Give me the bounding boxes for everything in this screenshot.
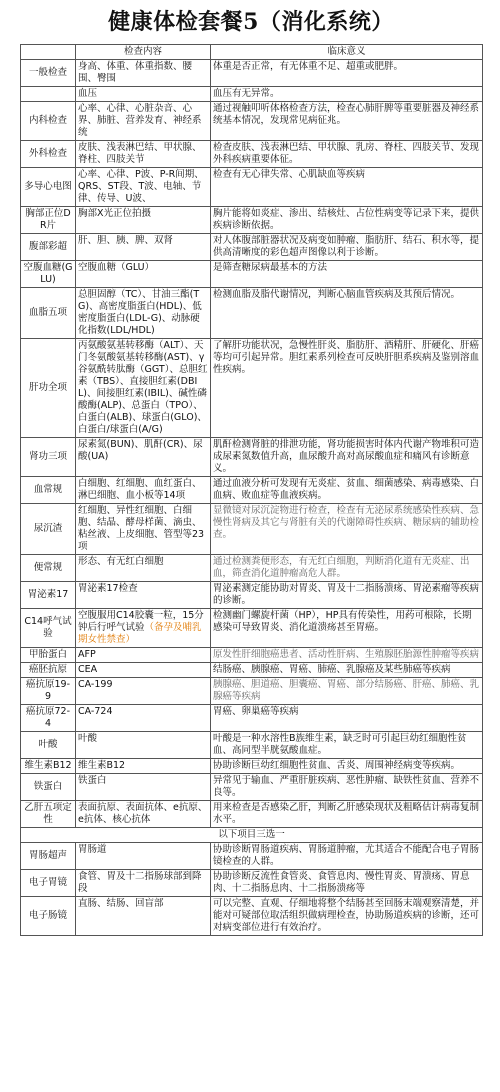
item-content: 红细胞、异性红细胞、白细胞、结晶、酵母样菌、滴虫、粘丝液、上皮细胞、管型等23项 bbox=[76, 504, 211, 555]
item-content: 白细胞、红细胞、血红蛋白、淋巴细胞、血小板等14项 bbox=[76, 477, 211, 504]
item-content: CEA bbox=[76, 663, 211, 678]
table-row bbox=[21, 438, 483, 477]
item-meaning: 叶酸是一种水溶性B族维生素，缺乏时可引起巨幼红细胞性贫血、高同型半胱氨酸血症。 bbox=[211, 732, 483, 759]
item-content: 皮肤、浅表淋巴结、甲状腺、脊柱、四肢关节 bbox=[76, 141, 211, 168]
item-name: 多导心电图 bbox=[21, 168, 76, 207]
item-meaning: 血压有无异常。 bbox=[211, 87, 483, 102]
item-meaning: 胃癌、卵巢癌等疾病 bbox=[211, 705, 483, 732]
item-name bbox=[21, 87, 76, 102]
item-content: AFP bbox=[76, 648, 211, 663]
table-row bbox=[21, 261, 483, 288]
item-meaning: 异常见于输血、严重肝脏疾病、恶性肿瘤、缺铁性贫血、营养不良等。 bbox=[211, 774, 483, 801]
table-row bbox=[21, 141, 483, 168]
item-name: 外科检查 bbox=[21, 141, 76, 168]
item-meaning: 检测血脂及脂代谢情况，判断心脑血管疾病及其预后情况。 bbox=[211, 288, 483, 339]
table-row bbox=[21, 801, 483, 828]
item-name: 肝功全项 bbox=[21, 339, 76, 438]
table-row bbox=[21, 648, 483, 663]
item-meaning: 体重是否正常，有无体重不足、超重或肥胖。 bbox=[211, 60, 483, 87]
item-content: 总胆固醇（TC）、甘油三酯(TG)、高密度脂蛋白(HDL)、低密度脂蛋白(LDL-G)、动脉硬化指数(LDL/HDL) bbox=[76, 288, 211, 339]
table-row bbox=[21, 897, 483, 936]
header-meaning: 临床意义 bbox=[211, 45, 483, 60]
c14-content-text: 空腹服用C14胶囊一粒，15分钟后行呼气试验 bbox=[78, 610, 204, 633]
table-row bbox=[21, 582, 483, 609]
item-meaning: 胰腺癌、胆道癌、胆囊癌、胃癌、部分结肠癌、肝癌、肺癌、乳腺癌等疾病 bbox=[211, 678, 483, 705]
item-name: 电子胃镜 bbox=[21, 870, 76, 897]
item-name: 叶酸 bbox=[21, 732, 76, 759]
item-name: 胃肠超声 bbox=[21, 843, 76, 870]
section-label: 以下项目三选一 bbox=[21, 828, 483, 843]
item-content: 尿素氮(BUN)、肌酐(CR)、尿酸(UA) bbox=[76, 438, 211, 477]
item-meaning: 通过血液分析可发现有无炎症、贫血、细菌感染、病毒感染、白血病、败血症等血液疾病。 bbox=[211, 477, 483, 504]
c14-warning-text: （备孕及哺乳期女性禁查） bbox=[78, 622, 202, 645]
item-name: C14呼气试验 bbox=[21, 609, 76, 648]
item-meaning: 检测幽门螺旋杆菌（HP），HP具有传染性，用药可根除，长期感染可导致胃炎、消化道溃疡甚至胃癌。 bbox=[211, 609, 483, 648]
exam-table bbox=[20, 44, 483, 936]
item-name: 电子肠镜 bbox=[21, 897, 76, 936]
item-meaning: 通过视触叩听体格检查方法，检查心肺肝脾等重要脏器及神经系统基本情况，发现常见病征兆。 bbox=[211, 102, 483, 141]
table-header-row bbox=[21, 45, 483, 60]
item-name: 腹部彩超 bbox=[21, 234, 76, 261]
item-meaning: 显微镜对尿沉淀物进行检查，检查有无泌尿系统感染性疾病、急慢性肾病及其它与肾脏有关的代谢障碍性疾病、糖尿病的辅助检查。 bbox=[211, 504, 483, 555]
item-content: 叶酸 bbox=[76, 732, 211, 759]
item-name: 癌抗原72-4 bbox=[21, 705, 76, 732]
table-row bbox=[21, 555, 483, 582]
item-name: 血常规 bbox=[21, 477, 76, 504]
item-meaning: 结肠癌、胰腺癌、胃癌、肺癌、乳腺癌及某些肺癌等疾病 bbox=[211, 663, 483, 678]
item-meaning: 用来检查是否感染乙肝，判断乙肝感染现状及粗略估计病毒复制水平。 bbox=[211, 801, 483, 828]
item-name: 内科检查 bbox=[21, 102, 76, 141]
table-row bbox=[21, 477, 483, 504]
item-meaning: 胃泌素测定能协助对胃炎、胃及十二指肠溃疡、胃泌素瘤等疾病的诊断。 bbox=[211, 582, 483, 609]
table-row bbox=[21, 87, 483, 102]
table-row bbox=[21, 234, 483, 261]
item-name: 乙肝五项定性 bbox=[21, 801, 76, 828]
header-content: 检查内容 bbox=[76, 45, 211, 60]
page-title: 健康体检套餐5（消化系统） bbox=[108, 9, 394, 35]
table-row bbox=[21, 843, 483, 870]
item-content: 血压 bbox=[76, 87, 211, 102]
header-item bbox=[21, 45, 76, 60]
item-meaning: 协助诊断胃肠道疾病、胃肠道肿瘤，尤其适合不能配合电子胃肠镜检查的人群。 bbox=[211, 843, 483, 870]
item-content: 胸部X光正位拍摄 bbox=[76, 207, 211, 234]
table-row bbox=[21, 870, 483, 897]
table-row bbox=[21, 339, 483, 438]
item-content: 身高、体重、体重指数、腰围、臀围 bbox=[76, 60, 211, 87]
item-meaning: 胸片能将如炎症、渗出、结核灶、占位性病变等记录下来，提供疾病诊断依据。 bbox=[211, 207, 483, 234]
item-name: 尿沉渣 bbox=[21, 504, 76, 555]
item-content: 食管、胃及十二指肠球部到降段 bbox=[76, 870, 211, 897]
item-content: CA-724 bbox=[76, 705, 211, 732]
item-content: 表面抗原、表面抗体、e抗原、e抗体、核心抗体 bbox=[76, 801, 211, 828]
item-content: 形态、有无红白细胞 bbox=[76, 555, 211, 582]
item-name: 胸部正位DR片 bbox=[21, 207, 76, 234]
item-name: 血脂五项 bbox=[21, 288, 76, 339]
table-row bbox=[21, 678, 483, 705]
table-row bbox=[21, 504, 483, 555]
table-row bbox=[21, 207, 483, 234]
item-content: 肝、胆、胰、脾、双肾 bbox=[76, 234, 211, 261]
item-content: 空腹血糖（GLU） bbox=[76, 261, 211, 288]
item-meaning: 是筛查糖尿病最基本的方法 bbox=[211, 261, 483, 288]
item-meaning: 协助诊断反流性食管炎、食管息肉、慢性胃炎、胃溃疡、胃息肉、十二指肠息肉、十二指肠溃疡等 bbox=[211, 870, 483, 897]
item-name: 癌胚抗原 bbox=[21, 663, 76, 678]
item-content: 维生素B12 bbox=[76, 759, 211, 774]
item-name: 维生素B12 bbox=[21, 759, 76, 774]
section-row bbox=[21, 828, 483, 843]
item-content: 直肠、结肠、回盲部 bbox=[76, 897, 211, 936]
item-name: 铁蛋白 bbox=[21, 774, 76, 801]
table-row bbox=[21, 732, 483, 759]
table-row bbox=[21, 288, 483, 339]
item-meaning: 可以完整、直观、仔细地将整个结肠甚至回肠末端观察清楚，并能对可疑部位取活组织做病理检查，协助肠道疾病的诊断，还可对病变部位进行有效治疗。 bbox=[211, 897, 483, 936]
table-row bbox=[21, 60, 483, 87]
item-content: 心率、心律、P波、P-R间期、QRS、ST段、T波、电轴、节律、传导、U波、 bbox=[76, 168, 211, 207]
table-row bbox=[21, 774, 483, 801]
item-meaning: 对人体腹部脏器状况及病变如肿瘤、脂肪肝、结石、积水等，提供高清晰度的彩色超声图像以利于诊断。 bbox=[211, 234, 483, 261]
item-meaning: 原发性肝细胞癌患者、活动性肝病、生殖腺胚胎源性肿瘤等疾病 bbox=[211, 648, 483, 663]
table-row bbox=[21, 759, 483, 774]
item-meaning: 肌酐检测肾脏的排泄功能，肾功能损害时体内代谢产物堆积可造成尿素氮数值升高，血尿酸升高对高尿酸血症和痛风有诊断意义。 bbox=[211, 438, 483, 477]
item-meaning: 检查皮肤、浅表淋巴结、甲状腺、乳房、脊柱、四肢关节、发现外科疾病重要体征。 bbox=[211, 141, 483, 168]
table-row bbox=[21, 663, 483, 678]
item-name: 空腹血糖(GLU) bbox=[21, 261, 76, 288]
item-name: 一般检查 bbox=[21, 60, 76, 87]
item-content: CA-199 bbox=[76, 678, 211, 705]
item-content: 丙氨酸氨基转移酶（ALT）、天门冬氨酸氨基转移酶(AST)、γ谷氨酰转肽酶（GGT）、总胆红素（TBS）、直接胆红素(DBIL)、间接胆红素(IBIL)、碱性磷酸酶(ALP)、总蛋白（TPO）、白蛋白(ALB)、球蛋白(GLO)、白蛋白/球蛋白(A/G) bbox=[76, 339, 211, 438]
table-row bbox=[21, 705, 483, 732]
item-meaning: 了解肝功能状况，急慢性肝炎、脂肪肝、酒精肝、肝硬化、肝癌等均可引起异常。胆红素系列检查可反映肝胆系疾病及鉴别溶血性疾病。 bbox=[211, 339, 483, 438]
table-row bbox=[21, 168, 483, 207]
item-content: 铁蛋白 bbox=[76, 774, 211, 801]
table-row-c14 bbox=[21, 609, 483, 648]
item-meaning: 协助诊断巨幼红细胞性贫血、舌炎、周围神经病变等疾病。 bbox=[211, 759, 483, 774]
item-name: 肾功三项 bbox=[21, 438, 76, 477]
table-row bbox=[21, 102, 483, 141]
item-name: 胃泌素17 bbox=[21, 582, 76, 609]
item-content: 胃泌素17检查 bbox=[76, 582, 211, 609]
item-meaning: 检查有无心律失常、心肌缺血等疾病 bbox=[211, 168, 483, 207]
item-content: 胃肠道 bbox=[76, 843, 211, 870]
item-name: 便常规 bbox=[21, 555, 76, 582]
item-content: 心率、心律、心脏杂音、心界、肺脏、营养发育、神经系统 bbox=[76, 102, 211, 141]
item-meaning: 通过检测粪便形态，有无红白细胞，判断消化道有无炎症、出血，筛查消化道肿瘤高危人群。 bbox=[211, 555, 483, 582]
item-name: 癌抗原19-9 bbox=[21, 678, 76, 705]
item-content bbox=[76, 609, 211, 648]
item-name: 甲胎蛋白 bbox=[21, 648, 76, 663]
